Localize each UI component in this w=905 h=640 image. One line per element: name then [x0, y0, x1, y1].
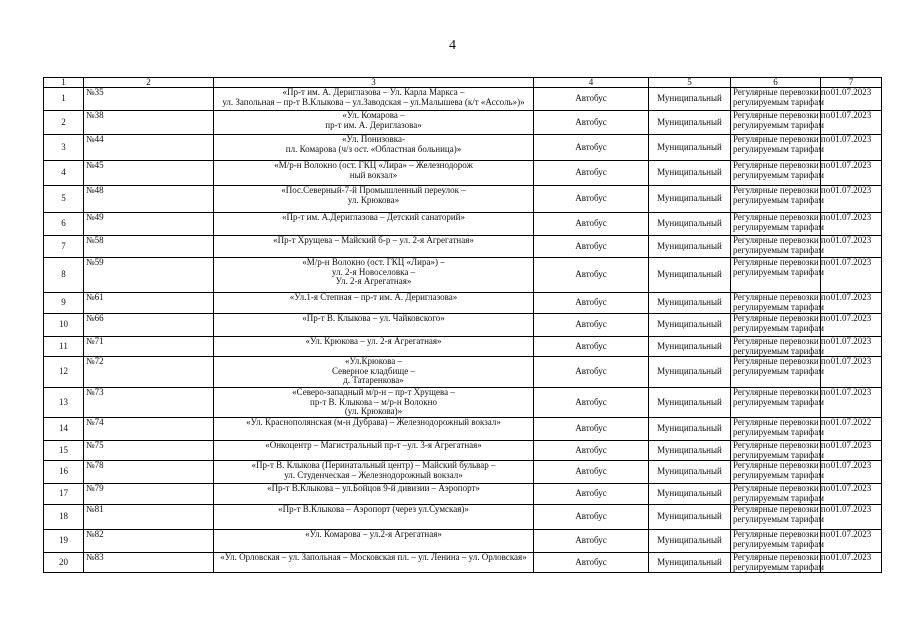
table-row [44, 293, 882, 314]
start-date: 01.07.2023 [821, 505, 882, 530]
cell-line: Регулярные перевозки по [733, 417, 831, 427]
start-date: 01.07.2023 [821, 258, 882, 293]
column-header: 4 [534, 78, 649, 88]
route-kind: Муниципальный [649, 161, 731, 186]
transport-type: Автобус [534, 213, 649, 236]
route-kind: Муниципальный [649, 484, 731, 505]
route-path [214, 418, 534, 441]
table-row [44, 505, 882, 530]
route-path [214, 357, 534, 388]
transport-type: Автобус [534, 337, 649, 357]
route-number: №49 [84, 213, 214, 236]
route-number: №82 [84, 530, 214, 553]
start-date: 01.07.2023 [821, 441, 882, 461]
route-number: №45 [84, 161, 214, 186]
transport-mode [731, 313, 831, 337]
cell-line: регулируемым тарифам [733, 345, 824, 356]
route-path [214, 461, 534, 484]
transport-mode [731, 504, 831, 530]
cell-line: Регулярные перевозки по [733, 134, 831, 144]
start-date: 01.07.2023 [821, 357, 882, 388]
route-kind: Муниципальный [649, 337, 731, 357]
cell-line: регулируемым тарифам [733, 322, 824, 333]
cell-line: регулируемым тарифам [733, 96, 824, 107]
transport-type: Автобус [534, 186, 649, 213]
start-date: 01.07.2023 [821, 293, 882, 314]
route-kind: Муниципальный [649, 236, 731, 258]
cell-line: регулируемым тарифам [733, 449, 824, 460]
cell-line: Ул. 2-я Агрегатная» [335, 276, 412, 286]
route-number: №72 [84, 357, 214, 388]
cell-line: «Ул. Орловская – ул. Запольная – Московская пл. – ул. Ленина – ул. Орловская» [220, 552, 527, 562]
transport-mode [731, 257, 831, 293]
route-kind: Муниципальный [649, 135, 731, 161]
cell-line: ул. Крюкова» [347, 194, 400, 205]
table-row [44, 553, 882, 573]
cell-line: «Пр-т Хрущева – Майский б-р – ул. 2-я Агрегатная» [273, 235, 474, 245]
column-header: 7 [821, 78, 882, 88]
cell-line: регулируемым тарифам [733, 469, 824, 480]
transport-mode [731, 87, 831, 111]
transport-mode [731, 292, 831, 314]
row-number: 17 [44, 484, 84, 505]
cell-line: «Ул. Комарова – ул.2-я Агрегатная» [305, 529, 442, 539]
cell-line: ул. 2-я Новоселовка – [331, 266, 416, 277]
table-row [44, 258, 882, 293]
route-path [214, 135, 534, 161]
cell-line: регулируемым тарифам [733, 266, 824, 277]
route-kind: Муниципальный [649, 213, 731, 236]
cell-line: Регулярные перевозки по [733, 440, 831, 450]
cell-line: Регулярные перевозки по [733, 160, 831, 170]
table-row [44, 337, 882, 357]
cell-line: Регулярные перевозки по [733, 504, 831, 514]
route-kind: Муниципальный [649, 314, 731, 337]
start-date: 01.07.2023 [821, 337, 882, 357]
cell-line: «Ул. Понизовка- [342, 134, 405, 144]
row-number: 19 [44, 530, 84, 553]
cell-line: Регулярные перевозки по [733, 483, 831, 493]
row-number: 16 [44, 461, 84, 484]
header-row [44, 78, 882, 88]
cell-line: регулируемым тарифам [733, 492, 824, 503]
row-number: 3 [44, 135, 84, 161]
transport-type: Автобус [534, 441, 649, 461]
row-number: 18 [44, 505, 84, 530]
transport-type: Автобус [534, 418, 649, 441]
route-kind: Муниципальный [649, 293, 731, 314]
column-header: 5 [649, 78, 731, 88]
table-row [44, 161, 882, 186]
row-number: 14 [44, 418, 84, 441]
row-number: 6 [44, 213, 84, 236]
cell-line: Регулярные перевозки по [733, 235, 831, 245]
route-path [214, 111, 534, 135]
transport-mode [731, 552, 831, 573]
cell-line: «Северо-западный м/р-н – пр-т Хрущева – [292, 387, 455, 397]
cell-line: «Пр-т В. Клыкова (Перинатальный центр) – Майский бульвар – [251, 460, 496, 470]
cell-line: Регулярные перевозки по [733, 336, 831, 346]
cell-line: «М/р-н Волокно (ост. ГКЦ «Лира» – Железнодорож [274, 160, 473, 170]
start-date: 01.07.2023 [821, 461, 882, 484]
route-number: №81 [84, 505, 214, 530]
cell-line: Регулярные перевозки по [733, 257, 831, 267]
table-row [44, 357, 882, 388]
row-number: 15 [44, 441, 84, 461]
table-row [44, 484, 882, 505]
cell-line: «Пр-т им. А. Дериглазова – Ул. Карла Маркса – [282, 87, 465, 97]
cell-line: регулируемым тарифам [733, 169, 824, 180]
transport-type: Автобус [534, 530, 649, 553]
transport-mode [731, 134, 831, 161]
table-row [44, 441, 882, 461]
start-date: 01.07.2023 [821, 88, 882, 111]
transport-mode [731, 529, 831, 553]
route-kind: Муниципальный [649, 505, 731, 530]
route-path [214, 293, 534, 314]
cell-line: «Ул.Крюкова – [344, 356, 403, 366]
route-number: №78 [84, 461, 214, 484]
route-path [214, 236, 534, 258]
cell-line: пл. Комарова (ч/з ост. «Областная больница)» [285, 143, 462, 154]
column-header: 3 [214, 78, 534, 88]
table-row [44, 418, 882, 441]
route-number: №48 [84, 186, 214, 213]
start-date: 01.07.2023 [821, 553, 882, 573]
cell-line: регулируемым тарифам [733, 143, 824, 154]
start-date: 01.07.2023 [821, 388, 882, 418]
row-number: 4 [44, 161, 84, 186]
transport-mode [731, 356, 831, 388]
cell-line: Регулярные перевозки по [733, 110, 831, 120]
cell-line: регулируемым тарифам [733, 396, 824, 407]
cell-line: регулируемым тарифам [733, 221, 824, 232]
table-row [44, 530, 882, 553]
route-path [214, 388, 534, 418]
cell-line: регулируемым тарифам [733, 365, 824, 376]
row-number: 13 [44, 388, 84, 418]
transport-type: Автобус [534, 388, 649, 418]
route-number: №66 [84, 314, 214, 337]
table-row [44, 111, 882, 135]
start-date: 01.07.2023 [821, 111, 882, 135]
route-number: №58 [84, 236, 214, 258]
route-kind: Муниципальный [649, 553, 731, 573]
column-header: 6 [731, 78, 821, 88]
row-number: 12 [44, 357, 84, 388]
transport-type: Автобус [534, 258, 649, 293]
cell-line: Северное кладбище – [332, 365, 415, 376]
cell-line: «Онкоцентр – Магистральный пр-т –ул. 3-я Агрегатная» [265, 440, 482, 450]
cell-line: Регулярные перевозки по [733, 552, 831, 562]
route-path [214, 88, 534, 111]
cell-line: Регулярные перевозки по [733, 387, 831, 397]
row-number: 20 [44, 553, 84, 573]
row-number: 8 [44, 258, 84, 293]
cell-line: регулируемым тарифам [733, 538, 824, 549]
transport-type: Автобус [534, 357, 649, 388]
route-number: №73 [84, 388, 214, 418]
route-path [214, 484, 534, 505]
transport-mode [731, 235, 831, 258]
start-date: 01.07.2022 [821, 418, 882, 441]
cell-line: Регулярные перевозки по [733, 185, 831, 195]
route-kind: Муниципальный [649, 530, 731, 553]
row-number: 7 [44, 236, 84, 258]
route-kind: Муниципальный [649, 418, 731, 441]
route-number: №35 [84, 88, 214, 111]
cell-line: «Пр-т В.Клыкова – ул.Бойцов 9-й дивизии – Аэропорт» [267, 483, 480, 493]
cell-line: «Пр-т В. Клыкова – ул. Чайковского» [302, 313, 445, 323]
cell-line: пр-т В. Клыкова – м/р-н Волокно [310, 396, 437, 407]
cell-line: (ул. Крюкова)» [344, 406, 403, 416]
transport-type: Автобус [534, 553, 649, 573]
transport-mode [731, 417, 831, 441]
row-number: 11 [44, 337, 84, 357]
cell-line: Регулярные перевозки по [733, 292, 831, 302]
transport-mode [731, 212, 831, 236]
cell-line: «Ул. Краснополянская (м-н Дубрава) – Железнодорожный вокзал» [246, 417, 501, 427]
cell-line: регулируемым тарифам [733, 301, 824, 312]
row-number: 1 [44, 88, 84, 111]
page-number: 4 [449, 38, 456, 53]
row-number: 9 [44, 293, 84, 314]
route-kind: Муниципальный [649, 357, 731, 388]
transport-type: Автобус [534, 88, 649, 111]
cell-line: регулируемым тарифам [733, 244, 824, 255]
route-kind: Муниципальный [649, 88, 731, 111]
table-row [44, 461, 882, 484]
route-kind: Муниципальный [649, 186, 731, 213]
transport-mode [731, 460, 831, 484]
cell-line: регулируемым тарифам [733, 119, 824, 130]
start-date: 01.07.2023 [821, 236, 882, 258]
cell-line: «Ул.1-я Степная – пр-т им. А. Дериглазова» [289, 292, 458, 302]
route-number: №74 [84, 418, 214, 441]
transport-type: Автобус [534, 484, 649, 505]
cell-line: «Пр-т им. А.Дериглазова – Детский санаторий» [281, 212, 465, 222]
route-number: №79 [84, 484, 214, 505]
route-number: №83 [84, 553, 214, 573]
column-header: 1 [44, 78, 84, 88]
table-row [44, 88, 882, 111]
transport-type: Автобус [534, 293, 649, 314]
table-row [44, 135, 882, 161]
transport-mode [731, 185, 831, 213]
start-date: 01.07.2023 [821, 484, 882, 505]
cell-line: регулируемым тарифам [733, 561, 824, 572]
route-kind: Муниципальный [649, 461, 731, 484]
route-path [214, 441, 534, 461]
transport-mode [731, 483, 831, 505]
cell-line: регулируемым тарифам [733, 513, 824, 524]
row-number: 2 [44, 111, 84, 135]
table-row [44, 314, 882, 337]
transport-type: Автобус [534, 135, 649, 161]
route-path [214, 553, 534, 573]
start-date: 01.07.2023 [821, 186, 882, 213]
cell-line: пр-т им. А. Дериглазова» [325, 119, 422, 130]
route-path [214, 186, 534, 213]
route-kind: Муниципальный [649, 388, 731, 418]
cell-line: «Ул. Крюкова – ул. 2-я Агрегатная» [305, 336, 442, 346]
cell-line: д. Татаренкова» [343, 375, 404, 385]
transport-type: Автобус [534, 505, 649, 530]
table-body [44, 88, 882, 573]
cell-line: Регулярные перевозки по [733, 313, 831, 323]
route-path [214, 530, 534, 553]
cell-line: ный вокзал» [349, 169, 398, 180]
start-date: 01.07.2023 [821, 135, 882, 161]
row-number: 10 [44, 314, 84, 337]
cell-line: Регулярные перевозки по [733, 212, 831, 222]
route-number: №71 [84, 337, 214, 357]
cell-line: Регулярные перевозки по [733, 356, 831, 366]
cell-line: Регулярные перевозки по [733, 529, 831, 539]
transport-type: Автобус [534, 236, 649, 258]
table-row [44, 236, 882, 258]
transport-mode [731, 336, 831, 357]
table-row [44, 388, 882, 418]
route-kind: Муниципальный [649, 111, 731, 135]
route-path [214, 505, 534, 530]
table-row [44, 186, 882, 213]
cell-line: регулируемым тарифам [733, 194, 824, 205]
column-header: 2 [84, 78, 214, 88]
start-date: 01.07.2023 [821, 213, 882, 236]
route-number: №61 [84, 293, 214, 314]
transport-mode [731, 440, 831, 461]
route-number: №44 [84, 135, 214, 161]
routes-table [43, 77, 882, 573]
route-path [214, 161, 534, 186]
transport-type: Автобус [534, 314, 649, 337]
route-kind: Муниципальный [649, 258, 731, 293]
table-row [44, 213, 882, 236]
transport-mode [731, 387, 831, 418]
route-path [214, 337, 534, 357]
route-number: №38 [84, 111, 214, 135]
start-date: 01.07.2023 [821, 530, 882, 553]
route-number: №75 [84, 441, 214, 461]
transport-mode [731, 160, 831, 186]
cell-line: «Ул. Комарова – [342, 110, 405, 120]
route-path [214, 314, 534, 337]
route-path [214, 258, 534, 293]
route-kind: Муниципальный [649, 441, 731, 461]
cell-line: ул. Запольная – пр-т В.Клыкова – ул.Заводская – ул.Малышева (к/т «Ассоль»)» [222, 96, 525, 107]
cell-line: Регулярные перевозки по [733, 460, 831, 470]
transport-type: Автобус [534, 161, 649, 186]
route-number: №59 [84, 258, 214, 293]
cell-line: ул. Студенческая – Железнодорожный вокзал» [284, 469, 463, 480]
start-date: 01.07.2023 [821, 161, 882, 186]
transport-mode [731, 110, 831, 135]
cell-line: «М/р-н Волокно (ост. ГКЦ «Лира») – [302, 257, 445, 267]
row-number: 5 [44, 186, 84, 213]
start-date: 01.07.2023 [821, 314, 882, 337]
cell-line: «Пос.Северный-7-й Промышленный переулок – [281, 185, 466, 195]
cell-line: регулируемым тарифам [733, 426, 824, 437]
transport-type: Автобус [534, 461, 649, 484]
cell-line: Регулярные перевозки по [733, 87, 831, 97]
transport-type: Автобус [534, 111, 649, 135]
cell-line: «Пр-т В.Клыкова – Аэропорт (через ул.Сумская)» [278, 504, 469, 514]
route-path [214, 213, 534, 236]
